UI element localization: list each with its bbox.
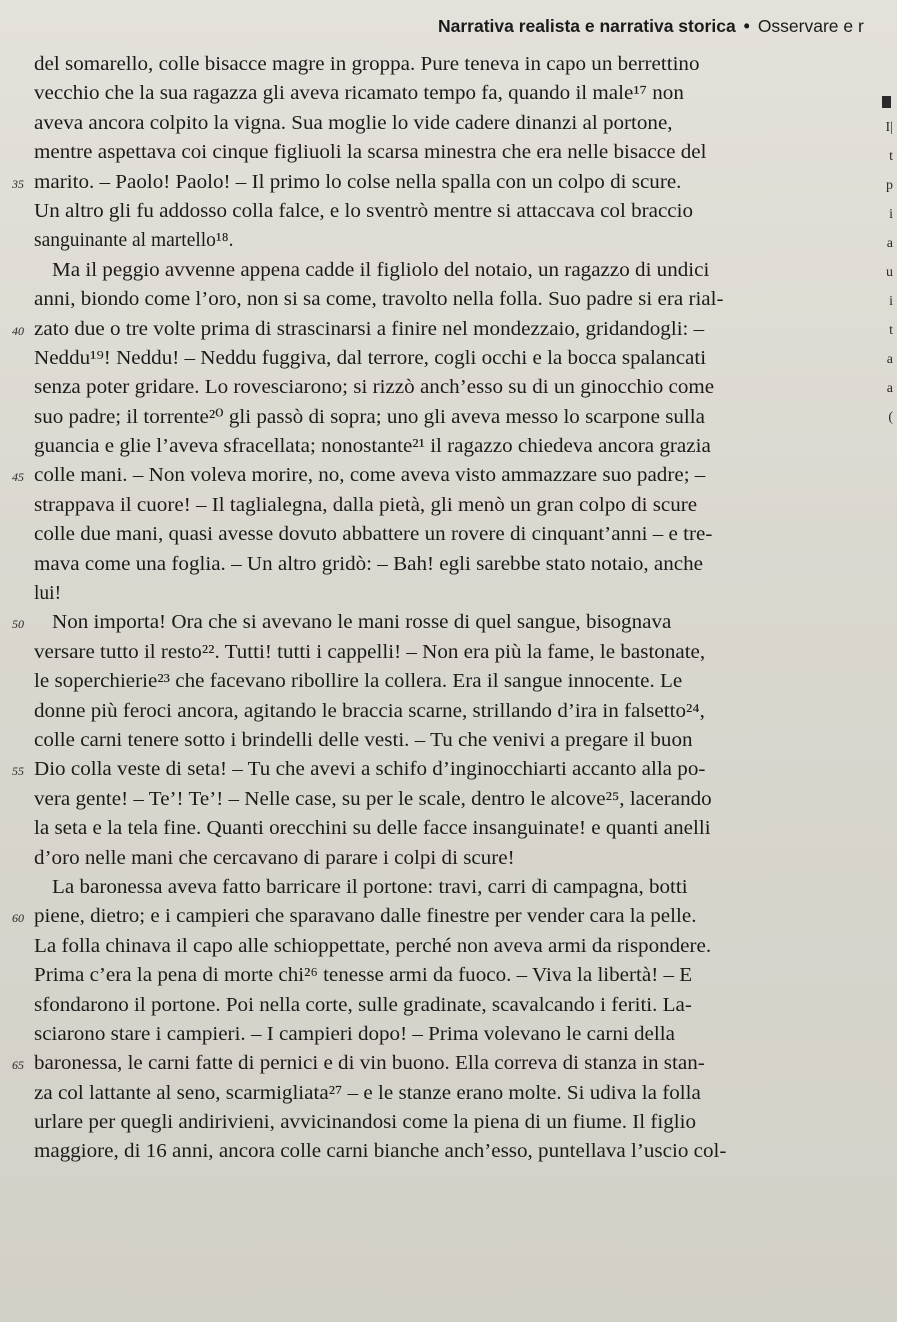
line-number: 60 [12,911,24,926]
line-text: Non importa! Ora che si avevano le mani rosse di quel sangue, bisognava [52,612,672,634]
line-text: maggiore, di 16 anni, ancora colle carni bianche anch’esso, puntellava l’uscio col- [34,1141,727,1163]
text-line [12,608,872,637]
margin-fragment: i [889,207,893,222]
line-text: anni, biondo come l’oro, non si sa come, travolto nella folla. Suo padre si era rial- [34,289,724,311]
line-number: 40 [12,323,24,338]
text-line [12,79,872,108]
line-text: Prima c’era la pena di morte chi²⁶ tenesse armi da fuoco. – Viva la libertà! – E [34,965,693,987]
text-line [12,50,872,79]
text-line [12,491,872,520]
line-text: La folla chinava il capo alle schioppettate, perché non aveva armi da rispondere. [34,935,712,957]
line-text: colle carni tenere sotto i brindelli delle vesti. – Tu che venivi a pregare il buon [34,729,693,751]
line-text: strappava il cuore! – Il taglialegna, dalla pietà, gli menò un gran colpo di scure [34,494,698,516]
text-line [12,520,872,549]
text-line [12,1049,872,1078]
margin-fragment: a [886,381,893,396]
text-line [12,1020,872,1049]
line-text: Neddu¹⁹! Neddu! – Neddu fuggiva, dal terrore, cogli occhi e la bocca spalancati [34,347,707,369]
margin-fragment: t [889,323,893,338]
text-line [12,1079,872,1108]
text-line [12,285,872,314]
text-line [12,109,872,138]
line-text: sciarono stare i campieri. – I campieri dopo! – Prima volevano le carni della [34,1023,675,1045]
margin-fragment: i [889,294,893,309]
line-text: aveva ancora colpito la vigna. Sua moglie lo vide cadere dinanzi al portone, [34,112,673,134]
line-text: Ma il peggio avvenne appena cadde il figliolo del notaio, un ragazzo di undici [52,259,710,281]
margin-fragment: a [886,352,893,367]
text-line [12,226,872,255]
text-line [12,344,872,373]
line-text: la seta e la tela fine. Quanti orecchini su delle facce insanguinate! e quanti anelli [34,818,711,840]
text-line [12,403,872,432]
margin-fragment: t [889,149,893,164]
text-line [12,755,872,784]
header-title: Narrativa realista e narrativa storica [438,16,736,36]
line-number: 50 [12,617,24,632]
text-line [12,579,872,608]
margin-fragment: ( [888,410,893,425]
text-line [12,932,872,961]
line-text: guancia e glie l’aveva sfracellata; nonostante²¹ il ragazzo chiedeva ancora grazia [34,436,711,458]
line-text: le soperchierie²³ che facevano ribollire la collera. Era il sangue innocente. Le [34,671,683,693]
line-text: piene, dietro; e i campieri che sparavano dalle finestre per vender cara la pelle. [34,906,697,928]
line-number: 35 [12,176,24,191]
text-line [12,726,872,755]
line-text: La baronessa aveva fatto barricare il portone: travi, carri di campagna, botti [52,876,688,898]
text-line [12,844,872,873]
text-line [12,697,872,726]
text-line [12,667,872,696]
text-line [12,168,872,197]
margin-fragment: I| [885,120,893,135]
line-text: zato due o tre volte prima di strascinarsi a finire nel mondezzaio, gridandogli: – [34,318,705,340]
line-text: versare tutto il resto²². Tutti! tutti i cappelli! – Non era più la fame, le bastonate, [34,641,706,663]
text-line [12,256,872,285]
text-line [12,785,872,814]
text-line [12,138,872,167]
text-line [12,197,872,226]
line-text: urlare per quegli andirivieni, avvicinandosi come la piena di un fiume. Il figlio [34,1112,697,1134]
text-line [12,315,872,344]
text-line [12,991,872,1020]
line-text: donne più feroci ancora, agitando le braccia scarne, strillando d’ira in falsetto²⁴, [34,700,705,722]
line-text: sfondarono il portone. Poi nella corte, sulle gradinate, scavalcando i feriti. La- [34,994,692,1016]
line-text: colle due mani, quasi avesse dovuto abbattere un rovere di cinquant’anni – e tre- [34,524,713,546]
line-text: sanguinante al martello¹⁸. [34,230,234,252]
line-text: suo padre; il torrente²⁰ gli passò di sopra; uno gli aveva messo lo scarpone sulla [34,406,705,428]
line-text: marito. – Paolo! Paolo! – Il primo lo colse nella spalla con un colpo di scure. [34,171,682,193]
header-separator: • [743,16,750,36]
margin-fragment: p [886,178,893,193]
line-text: mentre aspettava coi cinque figliuoli la scarsa minestra che era nelle bisacce del [34,142,707,164]
body-text [12,50,872,1167]
line-text: colle mani. – Non voleva morire, no, come aveva visto ammazzare suo padre; – [34,465,706,487]
text-line [12,432,872,461]
header-section: Osservare e r [757,16,864,36]
text-line [12,961,872,990]
text-line [12,1137,872,1166]
text-line [12,373,872,402]
line-text: del somarello, colle bisacce magre in groppa. Pure teneva in capo un berrettino [34,54,700,75]
text-line [12,902,872,931]
text-line [12,461,872,490]
text-line [12,814,872,843]
line-text: Dio colla veste di seta! – Tu che avevi a schifo d’inginocchiarti accanto alla po- [34,759,706,781]
line-text: za col lattante al seno, scarmigliata²⁷ – e le stanze erano molte. Si udiva la folla [34,1082,701,1104]
line-text: senza poter gridare. Lo rovesciarono; si rizzò anch’esso su di un ginocchio come [34,377,715,399]
line-text: baronessa, le carni fatte di pernici e di vin buono. Ella correva di stanza in stan- [34,1053,705,1075]
text-line [12,550,872,579]
line-text: Un altro gli fu addosso colla falce, e lo sventrò mentre si attaccava col braccio [34,200,694,222]
line-text: d’oro nelle mani che cercavano di parare i colpi di scure! [34,847,515,869]
margin-fragment: a [886,236,893,251]
line-text: vecchio che la sua ragazza gli aveva ricamato tempo fa, quando il male¹⁷ non [34,83,684,105]
text-line [12,873,872,902]
margin-fragment: u [886,265,893,280]
line-text: mava come una foglia. – Un altro gridò: – Bah! egli sarebbe stato notaio, anche [34,553,704,575]
line-number: 55 [12,764,24,779]
margin-mark [882,96,891,108]
text-line [12,638,872,667]
text-line [12,1108,872,1137]
line-text: vera gente! – Te’! Te’! – Nelle case, su per le scale, dentro le alcove²⁵, lacerando [34,788,712,810]
line-number: 65 [12,1058,24,1073]
line-text: lui! [34,583,62,605]
running-header [438,16,864,37]
line-number: 45 [12,470,24,485]
